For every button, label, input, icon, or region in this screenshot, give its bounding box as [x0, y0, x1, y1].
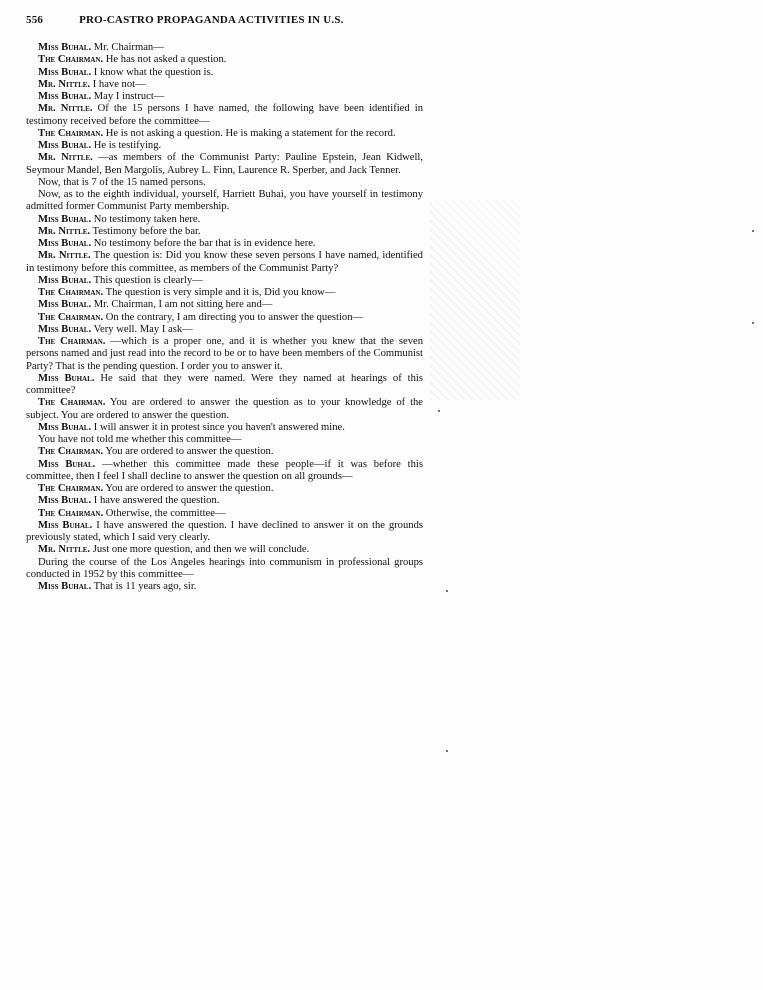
speaker-name: Mr. Nittle. — [38, 152, 93, 164]
speech-text: Of the 15 persons I have named, the following have been identified in testimony received before the committee— — [26, 103, 423, 127]
transcript-paragraph — [26, 226, 423, 238]
speech-text: I have answered the question. — [93, 495, 220, 507]
speech-text: —whether this committee made these people—if it was before this committee, then I feel I shall decline to answer the question on all grounds— — [26, 458, 423, 482]
speech-text: Now, that is 7 of the 15 named persons. — [38, 176, 206, 188]
speech-text: He is not asking a question. He is making a statement for the record. — [105, 127, 396, 139]
speech-text: I know what the question is. — [93, 66, 214, 78]
speech-text: —as members of the Communist Party: Pauline Epstein, Jean Kidwell, Seymour Mandel, Ben Margolis, Aubrey L. Finn, Laurence R. Sperber, and Jack Tenner. — [26, 152, 424, 176]
speech-text: I have not— — [92, 78, 146, 90]
speech-text: The question is: Did you know these seven persons I have named, identified in testimony before this committee, as members of the Communist Party? — [26, 250, 423, 274]
speech-text: Testimony before the bar. — [92, 225, 201, 237]
speech-text: You have not told me whether this committee— — [38, 434, 242, 445]
transcript-paragraph — [26, 336, 423, 373]
speaker-name: Mr. Nittle. — [38, 250, 91, 262]
speaker-name: Miss Buhal. — [38, 91, 92, 102]
speaker-name: The Chairman. — [38, 483, 104, 494]
speaker-name: Miss Buhal. — [38, 458, 96, 470]
speech-text: He said that they were named. Were they named at hearings of this committee? — [26, 372, 423, 396]
speech-text: The question is very simple and it is, Did you know— — [105, 287, 336, 298]
speech-text: Mr. Chairman, I am not sitting here and— — [93, 299, 273, 311]
speech-text: Mr. Chairman— — [93, 42, 164, 53]
transcript-paragraph — [26, 495, 423, 507]
speech-text: Now, as to the eighth individual, yourself, Harriett Buhai, you have yourself in testimony admitted former Communist Party membership. — [26, 189, 423, 213]
transcript-paragraph — [26, 287, 423, 299]
speaker-name: Miss Buhal. — [38, 421, 92, 433]
transcript-paragraph — [26, 508, 423, 520]
speech-text: No testimony taken here. — [93, 213, 201, 225]
speaker-name: The Chairman. — [38, 287, 104, 298]
speech-text: On the contrary, I am directing you to answer the question— — [105, 311, 364, 323]
speaker-name: The Chairman. — [38, 336, 106, 347]
speaker-name: The Chairman. — [38, 446, 104, 458]
speaker-name: Miss Buhal. — [38, 274, 92, 286]
transcript-paragraph — [26, 79, 423, 91]
speech-text: During the course of the Los Angeles hearings into communism in professional groups conducted in 1952 by this committee— — [26, 556, 423, 580]
page-header — [26, 14, 426, 26]
speaker-name: The Chairman. — [38, 311, 104, 323]
speaker-name: The Chairman. — [38, 127, 104, 139]
speaker-name: Mr. Nittle. — [38, 103, 93, 115]
speech-text: I have answered the question. I have declined to answer it on the grounds previously stated, which I said very clearly. — [26, 519, 423, 543]
speech-text: Very well. May I ask— — [93, 323, 193, 335]
speech-text: He is testifying. — [93, 140, 162, 151]
transcript-paragraph — [26, 397, 423, 422]
speaker-name: Miss Buhal. — [38, 213, 92, 225]
running-title: PRO-CASTRO PROPAGANDA ACTIVITIES IN U.S. — [79, 14, 344, 26]
speaker-name: Miss Buhal. — [38, 519, 93, 531]
speaker-name: Miss Buhal. — [38, 495, 92, 507]
transcript-paragraph — [26, 446, 423, 458]
transcript-paragraph — [26, 459, 423, 484]
speaker-name: Mr. Nittle. — [38, 225, 91, 237]
speaker-name: The Chairman. — [38, 397, 106, 409]
speaker-name: Miss Buhal. — [38, 238, 92, 249]
transcript-paragraph — [26, 177, 423, 189]
transcript-paragraph — [26, 140, 423, 152]
speech-text: That is 11 years ago, sir. — [93, 581, 197, 592]
transcript-paragraph — [26, 128, 423, 140]
speaker-name: Miss Buhal. — [38, 372, 95, 384]
speech-text: —which is a proper one, and it is whether you knew that the seven persons named and just read into the record to be or to have been members of the Communist Party? That is the pending question. I order you to answer it. — [26, 336, 423, 372]
transcript-column — [26, 42, 423, 593]
speaker-name: Miss Buhal. — [38, 66, 92, 78]
transcript-paragraph — [26, 152, 423, 177]
speech-text: May I instruct— — [93, 91, 165, 102]
speech-text: Just one more question, and then we will conclude. — [92, 544, 310, 556]
transcript-paragraph — [26, 544, 423, 556]
speaker-name: Miss Buhal. — [38, 581, 92, 592]
speech-text: Otherwise, the committee— — [105, 507, 226, 519]
transcript-paragraph — [26, 373, 423, 398]
scan-noise — [430, 200, 520, 400]
speech-text: You are ordered to answer the question as to your knowledge of the subject. You are ordered to answer the question. — [26, 397, 424, 421]
transcript-paragraph — [26, 483, 423, 495]
speech-text: You are ordered to answer the question. — [105, 483, 274, 494]
speech-text: You are ordered to answer the question. — [105, 446, 274, 458]
transcript-paragraph — [26, 312, 423, 324]
transcript-paragraph — [26, 42, 423, 54]
page-number: 556 — [26, 14, 44, 26]
speaker-name: Miss Buhal. — [38, 323, 92, 335]
transcript-paragraph — [26, 67, 423, 79]
transcript-paragraph — [26, 324, 423, 336]
speaker-name: Miss Buhal. — [38, 140, 92, 151]
speaker-name: The Chairman. — [38, 54, 104, 66]
speech-text: No testimony before the bar that is in evidence here. — [93, 238, 316, 249]
transcript-paragraph — [26, 54, 423, 66]
transcript-paragraph — [26, 434, 423, 446]
speaker-name: Miss Buhal. — [38, 42, 92, 53]
transcript-paragraph — [26, 189, 423, 214]
transcript-paragraph — [26, 520, 423, 545]
speech-text: I will answer it in protest since you haven't answered mine. — [93, 421, 345, 433]
speaker-name: The Chairman. — [38, 507, 104, 519]
speaker-name: Miss Buhal. — [38, 299, 92, 311]
transcript-paragraph — [26, 250, 423, 275]
transcript-paragraph — [26, 103, 423, 128]
transcript-paragraph — [26, 299, 423, 311]
transcript-paragraph — [26, 557, 423, 582]
speech-text: This question is clearly— — [93, 274, 203, 286]
speaker-name: Mr. Nittle. — [38, 78, 91, 90]
speech-text: He has not asked a question. — [105, 54, 227, 66]
transcript-paragraph — [26, 91, 423, 103]
transcript-paragraph — [26, 214, 423, 226]
transcript-paragraph — [26, 581, 423, 593]
transcript-paragraph — [26, 238, 423, 250]
transcript-paragraph — [26, 275, 423, 287]
speaker-name: Mr. Nittle. — [38, 544, 91, 556]
transcript-paragraph — [26, 422, 423, 434]
